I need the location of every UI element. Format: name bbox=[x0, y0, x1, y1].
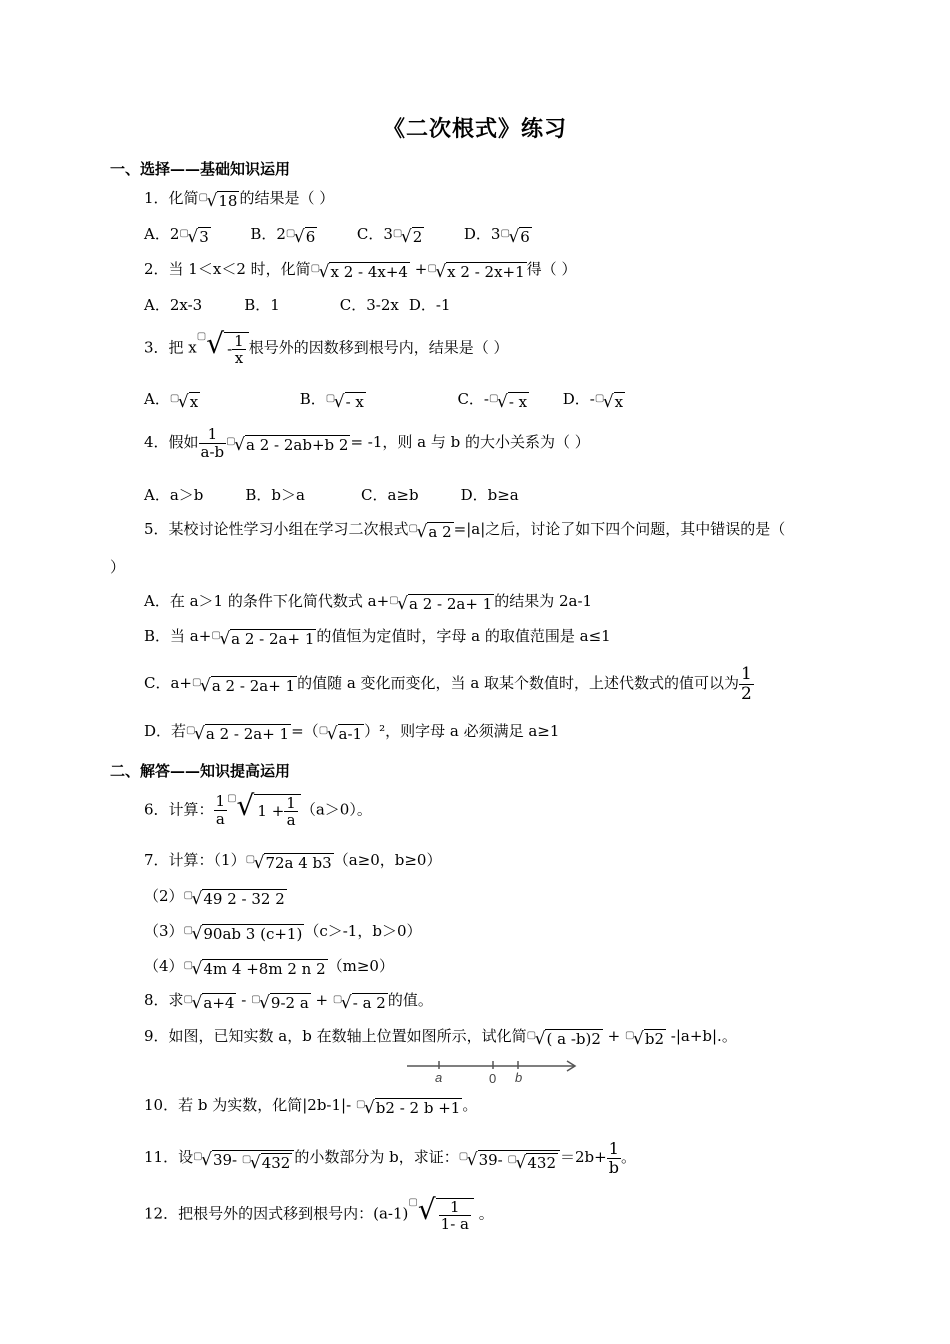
question-5: 5．某校讨论性学习小组在学习二次根式▢√a 2 =|a|之后，讨论了如下四个问题，其中错误的是（ bbox=[144, 520, 786, 542]
question-7: 7．计算：（1）▢√72a 4 b3 （a≥0，b≥0） bbox=[144, 851, 442, 873]
question-1: 1．化简▢√18 的结果是（ ） bbox=[144, 189, 335, 211]
question-8: 8．求▢√a+4 - ▢√9-2 a + ▢√- a 2 的值。 bbox=[144, 991, 433, 1013]
label-a: a bbox=[435, 1070, 443, 1085]
question-7-part-4: （4）▢√4m 4 +8m 2 n 2 （m≥0） bbox=[144, 957, 394, 979]
question-10: 10．若 b 为实数，化简|2b-1|- ▢√b2 - 2 b +1 。 bbox=[144, 1096, 478, 1118]
number-line-figure bbox=[405, 1057, 580, 1087]
question-1-options: A．2▢√3 B．2▢√6 C．3▢√2 D．3▢√6 bbox=[144, 225, 530, 247]
question-3: 3．把 x▢√ - $\frac{1}{x}$ 根号外的因数移到根号内，结果是（ ） bbox=[144, 327, 509, 367]
question-5-option-d: D．若▢√a 2 - 2a+ 1 =（▢√a-1 ）²，则字母 a 必须满足 a≥1 bbox=[144, 722, 560, 744]
question-2: 2．当 1＜x＜2 时，化简▢√x 2 - 4x+4 +▢√x 2 - 2x+1 得（ ） bbox=[144, 260, 577, 282]
question-4: 4．假如 $\frac{1}{a-b}$ ▢√a 2 - 2ab+b 2 = -1，则 a 与 b 的大小关系为（ ） bbox=[144, 425, 590, 461]
question-5-option-b: B．当 a+▢√a 2 - 2a+ 1 的值恒为定值时，字母 a 的取值范围是 a≤1 bbox=[144, 627, 611, 649]
question-6: 6．计算： $\frac{1}{a}$ ▢√ 1 + $\frac{1}{a}$ （a＞0）。 bbox=[144, 789, 372, 829]
label-b: b bbox=[515, 1070, 523, 1085]
question-2-options: A．2x-3 B．1 C．3-2x D．-1 bbox=[144, 296, 451, 314]
question-5-cont: ） bbox=[110, 558, 126, 576]
section-heading-1: 一、选择——基础知识运用 bbox=[110, 160, 291, 178]
question-12: 12．把根号外的因式移到根号内：(a-1)▢√ $\frac{1}{1- a}$ 。 bbox=[144, 1193, 494, 1233]
section-heading-2: 二、解答——知识提高运用 bbox=[110, 762, 291, 780]
question-4-options: A．a＞b B．b＞a C．a≥b D．b≥a bbox=[144, 486, 519, 504]
page-title: 《二次根式》练习 bbox=[382, 116, 567, 142]
question-9: 9．如图，已知实数 a，b 在数轴上位置如图所示，试化简▢√( a -b)2 + ▢√b2 -|a+b|.。 bbox=[144, 1027, 737, 1049]
sqrt-expression: ▢√18 bbox=[198, 191, 238, 211]
question-3-options: A．▢√x B．▢√- x C．-▢√- x D．-▢√x bbox=[144, 390, 624, 412]
label-zero: 0 bbox=[489, 1071, 497, 1086]
question-7-part-2: （2）▢√49 2 - 32 2 bbox=[144, 887, 285, 909]
question-11: 11．设▢√39- ▢√432 的小数部分为 b，求证：▢√39- ▢√432 ＝2b+ $\frac{1}{b}$ 。 bbox=[144, 1139, 636, 1177]
question-5-option-c: C．a+▢√a 2 - 2a+ 1 的值随 a 变化而变化，当 a 取某个数值时，上述代数式的值可以为 $\frac{1}{2}$ bbox=[144, 664, 752, 704]
question-5-option-a: A．在 a＞1 的条件下化简代数式 a+▢√a 2 - 2a+ 1 的结果为 2a-1 bbox=[144, 592, 593, 614]
question-7-part-3: （3）▢√90ab 3 (c+1) （c＞-1，b＞0） bbox=[144, 922, 422, 944]
